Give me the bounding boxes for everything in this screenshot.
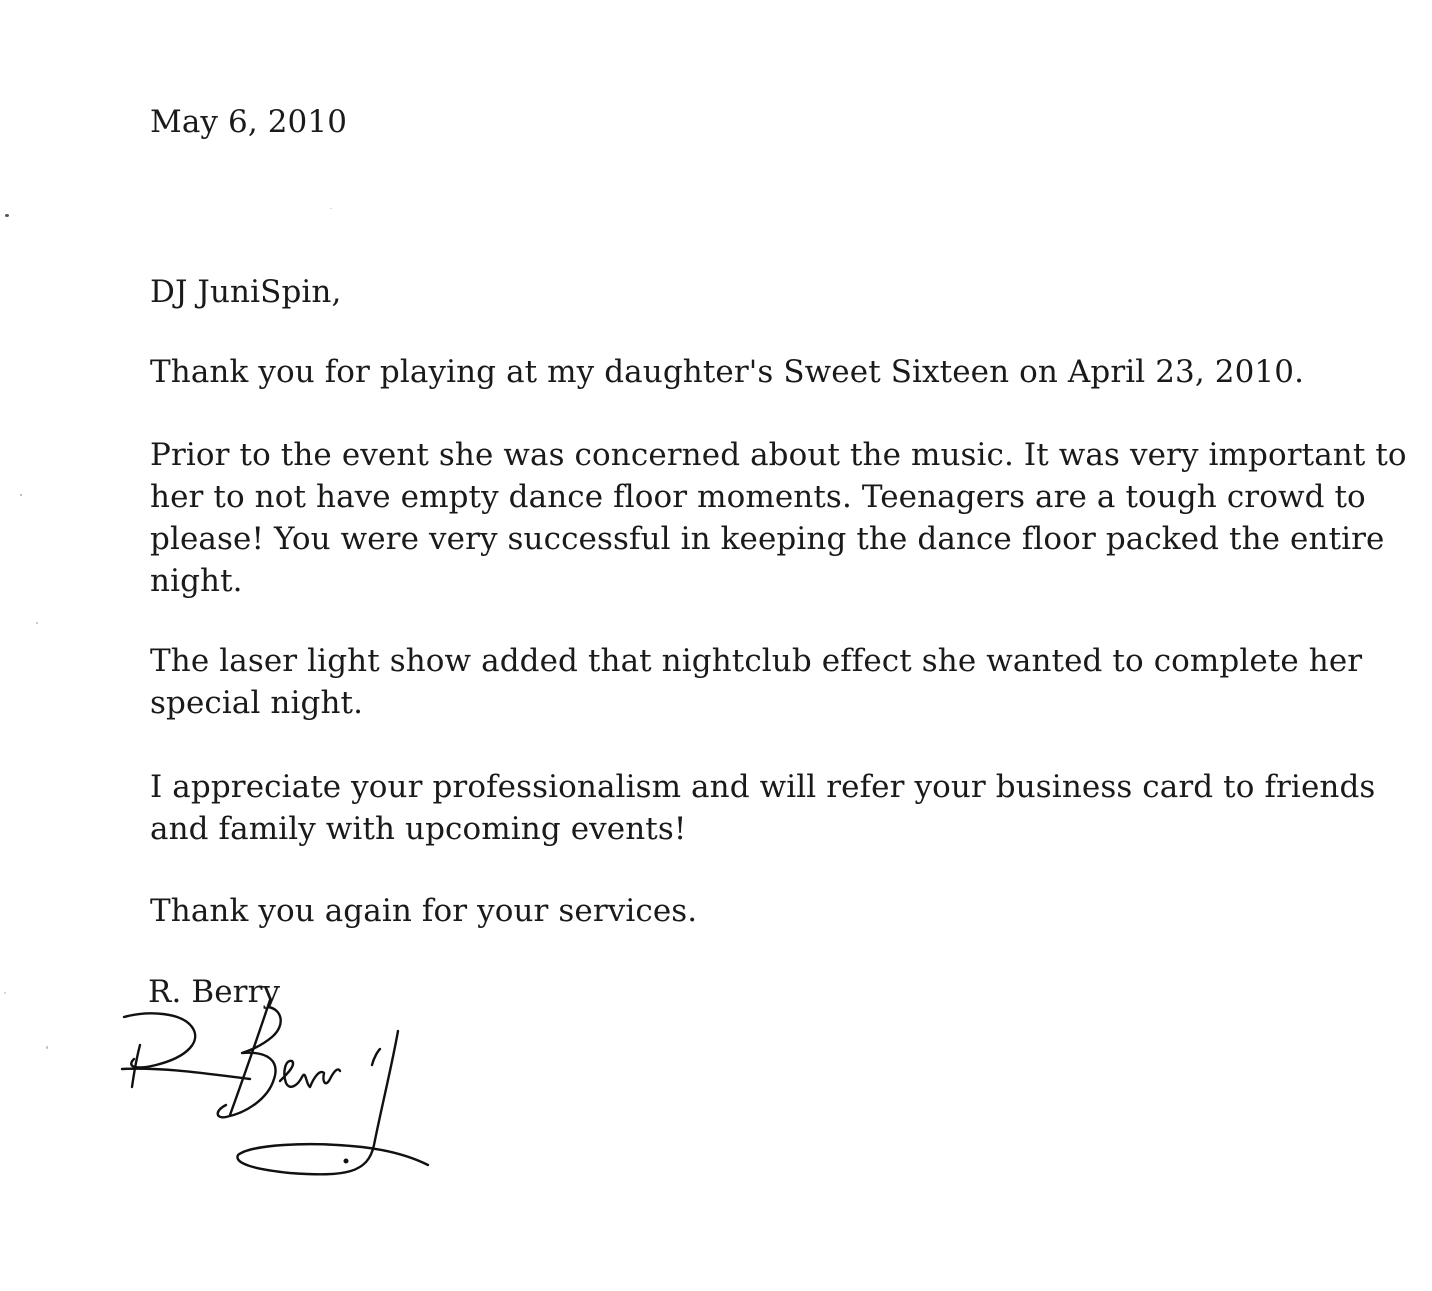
signature-stroke: [372, 1049, 380, 1065]
scan-speck: [20, 494, 22, 496]
handwritten-signature: [110, 995, 450, 1195]
paragraph-4-line: and family with upcoming events!: [150, 811, 687, 847]
paragraph-4-line: I appreciate your professionalism and will refer your business card to friends: [150, 769, 1376, 805]
scan-speck: [330, 208, 332, 209]
paragraph-2-line: her to not have empty dance floor moments. Teenagers are a tough crowd to: [150, 479, 1366, 515]
paragraph-1-line: Thank you for playing at my daughter's Sweet Sixteen on April 23, 2010.: [150, 354, 1305, 390]
scan-speck: [36, 622, 38, 624]
signature-stroke: [124, 1013, 195, 1067]
paragraph-3-line: The laser light show added that nightclub effect she wanted to complete her: [150, 643, 1363, 679]
scan-speck: [5, 214, 9, 217]
signer-name: R. Berry: [148, 974, 281, 1010]
paragraph-2-line: please! You were very successful in keeping the dance floor packed the entire: [150, 521, 1385, 557]
signature-stroke: [237, 1031, 428, 1174]
signature-stroke: [122, 1069, 250, 1079]
letter-salutation: DJ JuniSpin,: [150, 274, 342, 310]
paragraph-2-line: night.: [150, 563, 243, 599]
letter-closing: Thank you again for your services.: [150, 893, 698, 929]
scan-speck: [4, 992, 6, 994]
scan-speck: [46, 1046, 48, 1049]
signature-stroke: [280, 1061, 340, 1087]
letter-date: May 6, 2010: [150, 104, 348, 140]
paragraph-2-line: Prior to the event she was concerned about the music. It was very important to: [150, 437, 1407, 473]
signature-dot: [344, 1159, 349, 1164]
paragraph-3-line: special night.: [150, 685, 364, 721]
